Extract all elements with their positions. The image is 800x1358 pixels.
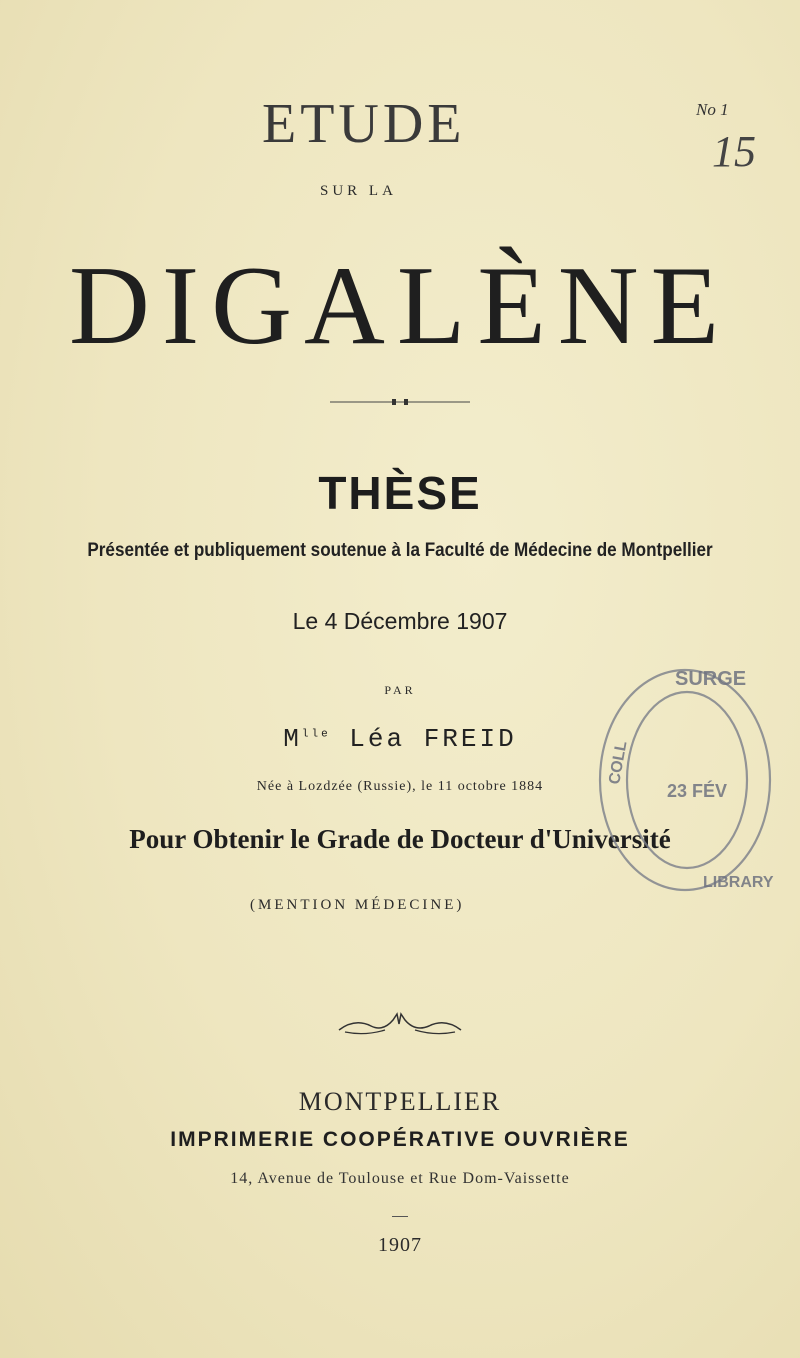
stamp-arc-bottom: LIBRARY: [703, 874, 774, 891]
shelfmark-number: 15: [712, 127, 756, 176]
stamp-date: 23 FÉV: [667, 781, 728, 801]
divider-dash: [392, 1216, 408, 1217]
handwritten-shelfmark: [676, 100, 786, 190]
thesis-heading: THÈSE: [318, 467, 482, 519]
mention-line: (MENTION MÉDECINE): [250, 897, 465, 913]
city: MONTPELLIER: [298, 1087, 502, 1116]
birth-info: Née à Lozdzée (Russie), le 11 octobre 1884: [256, 779, 544, 794]
author-full-name: Léa FREID: [349, 724, 517, 754]
publication-year: 1907: [378, 1234, 422, 1256]
stamp-side: COLL: [606, 739, 631, 786]
title-line-sur-la: SUR LA: [320, 183, 397, 199]
library-stamp: [575, 655, 775, 905]
par-label: PAR: [384, 683, 416, 697]
author-prefix: M: [283, 724, 302, 754]
printer-address: 14, Avenue de Toulouse et Rue Dom-Vaissette: [230, 1170, 570, 1187]
presentation-line: Présentée et publiquement soutenue à la Faculté de Médecine de Montpellier: [87, 540, 713, 561]
separator-rule: [330, 396, 470, 408]
degree-line: Pour Obtenir le Grade de Docteur d'Université: [129, 824, 671, 854]
title-line-etude: ETUDE: [262, 93, 466, 155]
stamp-arc-top: SURGE: [675, 668, 747, 690]
ornament-icon: [335, 1010, 465, 1038]
defense-date: Le 4 Décembre 1907: [292, 608, 508, 634]
printer-name: IMPRIMERIE COOPÉRATIVE OUVRIÈRE: [170, 1128, 630, 1151]
main-title: DIGALÈNE: [68, 244, 732, 368]
shelfmark-no: No 1: [696, 100, 729, 119]
author-prefix-sup: lle: [301, 728, 331, 741]
